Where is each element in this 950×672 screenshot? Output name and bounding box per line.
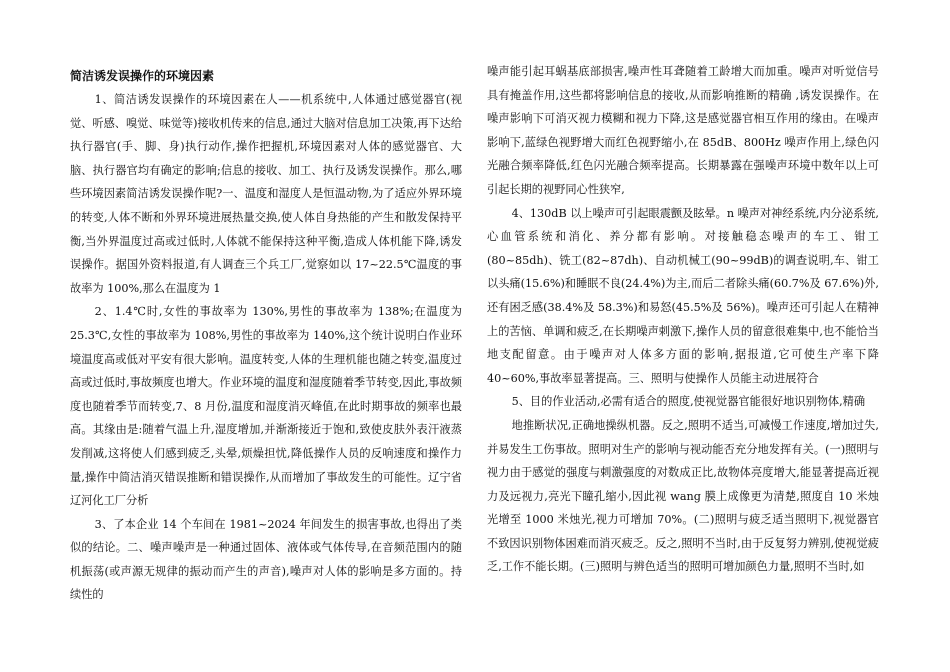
paragraph-3: 3、了本企业 14 个车间在 1981~2024 年间发生的损害事故,也得出了类似的结论。二、噪声噪声是一种通过固体、液体或气体传导,在音频范围内的随机振荡(或声源无规律的振动而产生的声音),噪声对人体的影响是多方面的。持续性的 — [70, 517, 462, 602]
document-title: 简洁诱发误操作的环境因素 — [70, 69, 215, 83]
right-column — [487, 60, 879, 579]
paragraph-4: 4、130dB 以上噪声可引起眼震颤及眩晕。n 噪声对神经系统,内分泌系统,心血管系统和消化、养分都有影响。对接触稳态噪声的车工、钳工(80~85dh)、铣工(82~87dh)、自动机械工(90~99dB)的调查说明,车、钳工以头痛(15.6%)和睡眠不良(24.4%)为主,而后二者除头痛(60.7%及 67.6%)外,还有困乏感(38.4%及 58.3%)和易怒(45.5%及 56%)。噪声还可引起人在精神上的苦恼、单调和疲乏,在长期噪声剌激下,操作人员的留意很难集中,也不能恰当地支配留意。由于噪声对人体多方面的影响,据报道,它可使生产率下降 40~60%,事故率显著提高。三、照明与使操作人员能主动进展符合 — [487, 206, 879, 385]
paragraph-5: 5、目的作业活动,必需有适合的照度,使视觉器官能很好地识别物体,精确 — [511, 395, 866, 409]
paragraph-1: 1、简洁诱发误操作的环境因素在人——机系统中,人体通过感觉器官(视觉、听感、嗅觉、味觉等)接收机传来的信息,通过大脑对信息加工决策,再下达给执行器官(手、脚、身)执行动作,操作把握机,环境因素对人体的感觉器官、大脑、执行器官均有确定的影响;信息的接收、加工、执行及诱发误操作。那么,哪些环境因素简洁诱发误操作呢?一、温度和湿度人是恒温动物,为了适应外界环境的转变,人体不断和外界环境进展热量交换,使人体自身热能的产生和散发保持平衡,当外界温度过高或过低时,人体就不能保持这种平衡,造成人体机能下降,诱发误操作。据国外资料报道,有人调查三个兵工厂,觉察如以 17~22.5℃温度的事故率为 100%,那么在温度为 1 — [70, 93, 462, 295]
paragraph-continuation: 噪声能引起耳蜗基底部损害,噪声性耳聋随着工龄增大而加重。噪声对听觉信号具有掩盖作用,这些都将影响信息的接收,从而影响推断的精确 ,诱发误操作。在噪声影响下可消灭视力模糊和视力下降,这是感觉器官相互作用的缘由。在噪声影响下,蓝绿色视野增大而红色视野缩小,在 85dB、800Hz 噪声作用上,绿色闪光融合频率降低,红色闪光融合频率提高。长期暴露在强噪声环境中数年以上可引起长期的视野同心性狭窄, — [487, 65, 879, 196]
left-column — [70, 60, 462, 607]
paragraph-2: 2、1.4℃时,女性的事故率为 130%,男性的事故率为 138%;在温度为 25.3℃,女性的事故率为 108%,男性的事故率为 140%,这个统计说明白作业环境温度高或低对平安有很大影响。温度转变,人体的生理机能也随之转变,温度过高或过低时,事故频度也增大。作业环境的温度和湿度随着季节转变,因此,事故频度也随着季节而转变,7、8 月份,温度和湿度消灭峰值,在此时期事故的频率也最高。其缘由是:随着气温上升,湿度增加,并渐渐接近于饱和,致使皮肤外表汗液蒸发削减,这将使人们感到疲乏,头晕,烦燥担忧,降低操作人员的反响速度和操作力量,操作中简洁消灭错误推断和错误操作,从而增加了事故发生的可能性。辽宁省辽河化工厂分析 — [70, 305, 462, 508]
paragraph-5-continuation: 地推断状况,正确地操纵机器。反之,照明不适当,可减慢工作速度,增加过失,并易发生工伤事故。照明对生产的影响与视动能否充分地发挥有关。(一)照明与视力由于感觉的强度与剌激强度的对数成正比,故物体亮度增大,能显著提高近视力及远视力,亮光下瞳孔缩小,因此视 wang 膜上成像更为清楚,照度自 10 米烛光增至 1000 米烛光,视力可增加 70%。(二)照明与疲乏适当照明下,视觉器官不致因识别物体困难而消灭疲乏。反之,照明不当时,由于反复努力辨别,使视觉疲乏,工作不能长期。(三)照明与辨色适当的照明可增加颜色力量,照明不当时,如 — [487, 418, 879, 574]
